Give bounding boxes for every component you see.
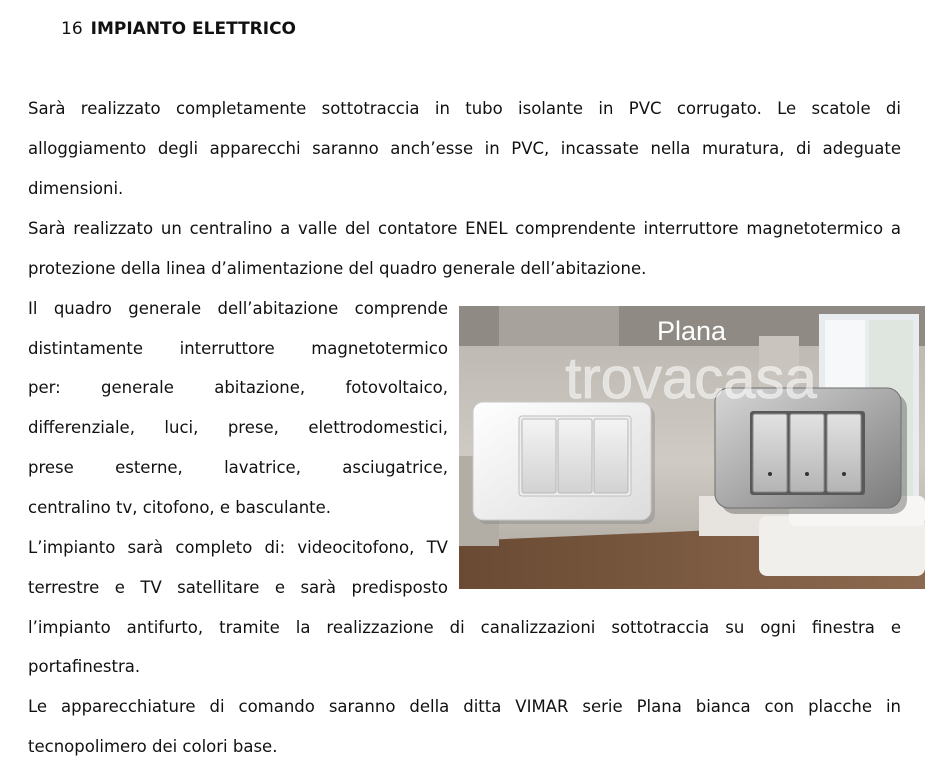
quadro-line-6: centralino tv, citofono, e basculante. [28, 498, 332, 517]
switch-photo-graphic [459, 306, 925, 589]
plana-label: Plana [657, 316, 727, 346]
quadro-line-3: per: generale abitazione, fotovoltaico, [28, 378, 448, 397]
impianto-line-3: l’impianto antifurto, tramite la realizzazione di canalizzazioni sottotraccia su ogni finestra e [28, 618, 901, 637]
quadro-line-2: distintamente interruttore magnetotermico [28, 339, 448, 358]
impianto-line-1: L’impianto sarà completo di: videocitofono, TV [28, 538, 448, 557]
quadro-line-4: differenziale, luci, prese, elettrodomestici, [28, 418, 448, 437]
section-heading [61, 17, 296, 41]
paragraph-vimar: Le apparecchiature di comando saranno della ditta VIMAR serie Plana bianca con placche in tecnopolimero dei colori base. [28, 697, 901, 756]
impianto-line-2: terrestre e TV satellitare e sarà predisposto [28, 578, 448, 597]
section-number: 16 [61, 19, 83, 39]
impianto-line-4: portafinestra. [28, 657, 141, 676]
section-title: IMPIANTO ELETTRICO [90, 19, 297, 39]
trovacasa-watermark: trovacasa [565, 346, 817, 411]
switch-product-photo [459, 306, 925, 589]
paragraph-pvc-tubing: Sarà realizzato completamente sottotraccia in tubo isolante in PVC corrugato. Le scatole di alloggiamento degli apparecchi saranno anch’esse in PVC, incassate nella muratura, di adeguate dimensioni. [28, 99, 901, 198]
quadro-line-1: Il quadro generale dell’abitazione comprende [28, 299, 448, 318]
paragraph-centralino: Sarà realizzato un centralino a valle del contatore ENEL comprendente interruttore magnetotermico a protezione della linea d’alimentazione del quadro generale dell’abitazione. [28, 219, 901, 278]
quadro-line-5: prese esterne, lavatrice, asciugatrice, [28, 458, 448, 477]
